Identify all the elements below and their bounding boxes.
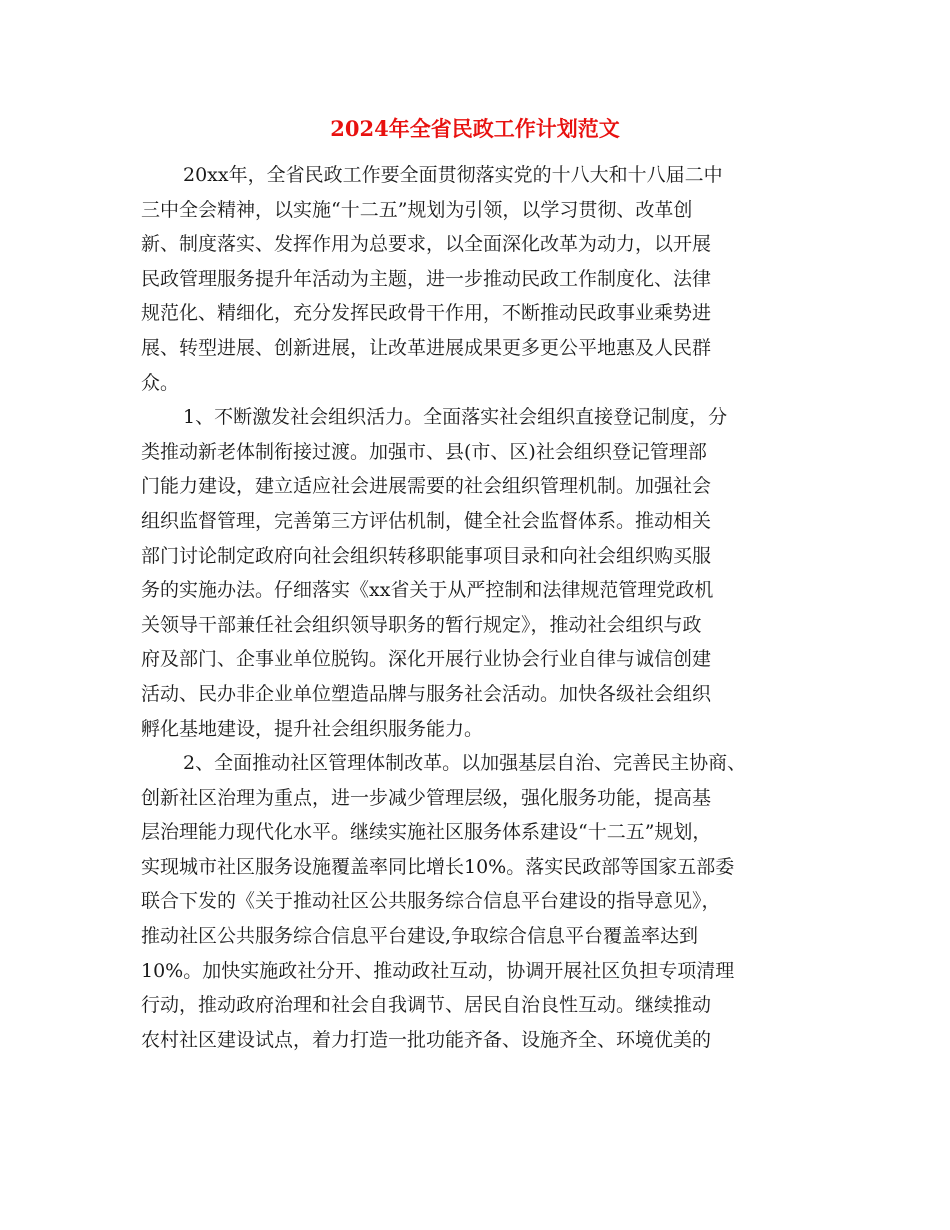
text-line: 创新社区治理为重点，进一步减少管理层级，强化服务功能，提高基 — [141, 786, 712, 809]
text-line: 推动社区公共服务综合信息平台建设,争取综合信息平台覆盖率达到 — [141, 925, 699, 948]
text-line: 关领导干部兼任社会组织领导职务的暂行规定》，推动社会组织与政 — [141, 613, 702, 636]
text-line: 活动、民办非企业单位塑造品牌与服务社会活动。加快各级社会组织 — [141, 682, 712, 705]
text-line: 部门讨论制定政府向社会组织转移职能事项目录和向社会组织购买服 — [141, 544, 712, 567]
document-title: 2024年全省民政工作计划范文 — [330, 116, 620, 141]
text-line: 孵化基地建设，提升社会组织服务能力。 — [141, 717, 484, 740]
text-line: 20xx年，全省民政工作要全面贯彻落实党的十八大和十八届二中 — [183, 164, 723, 186]
text-line: 联合下发的《关于推动社区公共服务综合信息平台建设的指导意见》， — [141, 890, 721, 913]
text-line: 务的实施办法。仔细落实《xx省关于从严控制和法律规范管理党政机 — [141, 579, 714, 602]
text-line: 实现城市社区服务设施覆盖率同比增长10%。落实民政部等国家五部委 — [141, 855, 735, 878]
text-line: 三中全会精神，以实施“十二五”规划为引领，以学习贯彻、改革创 — [141, 198, 693, 221]
text-line: 民政管理服务提升年活动为主题，进一步推动民政工作制度化、法律 — [141, 267, 712, 290]
text-line: 1、不断激发社会组织活力。全面落实社会组织直接登记制度，分 — [183, 406, 728, 429]
text-line: 农村社区建设试点，着力打造一批功能齐备、设施齐全、环境优美的 — [141, 1028, 712, 1051]
text-line: 2、全面推动社区管理体制改革。以加强基层自治、完善民主协商、 — [183, 752, 747, 775]
text-line: 行动，推动政府治理和社会自我调节、居民自治良性互动。继续推动 — [141, 994, 712, 1017]
text-line: 新、制度落实、发挥作用为总要求，以全面深化改革为动力，以开展 — [141, 233, 712, 256]
text-line: 规范化、精细化，充分发挥民政骨干作用，不断推动民政事业乘势进 — [141, 302, 712, 325]
text-line: 门能力建设，建立适应社会进展需要的社会组织管理机制。加强社会 — [141, 475, 712, 498]
document-body — [141, 158, 813, 1057]
text-line: 府及部门、企事业单位脱钩。深化开展行业协会行业自律与诚信创建 — [141, 648, 712, 671]
text-line: 组织监督管理，完善第三方评估机制，健全社会监督体系。推动相关 — [141, 509, 712, 532]
text-line: 众。 — [141, 371, 180, 394]
text-line: 层治理能力现代化水平。继续实施社区服务体系建设“十二五”规划， — [141, 821, 712, 844]
text-line: 类推动新老体制衔接过渡。加强市、县(市、区)社会组织登记管理部 — [141, 440, 707, 463]
text-line: 展、转型进展、创新进展，让改革进展成果更多更公平地惠及人民群 — [141, 336, 712, 359]
text-line: 10%。加快实施政社分开、推动政社互动，协调开展社区负担专项清理 — [141, 959, 735, 982]
